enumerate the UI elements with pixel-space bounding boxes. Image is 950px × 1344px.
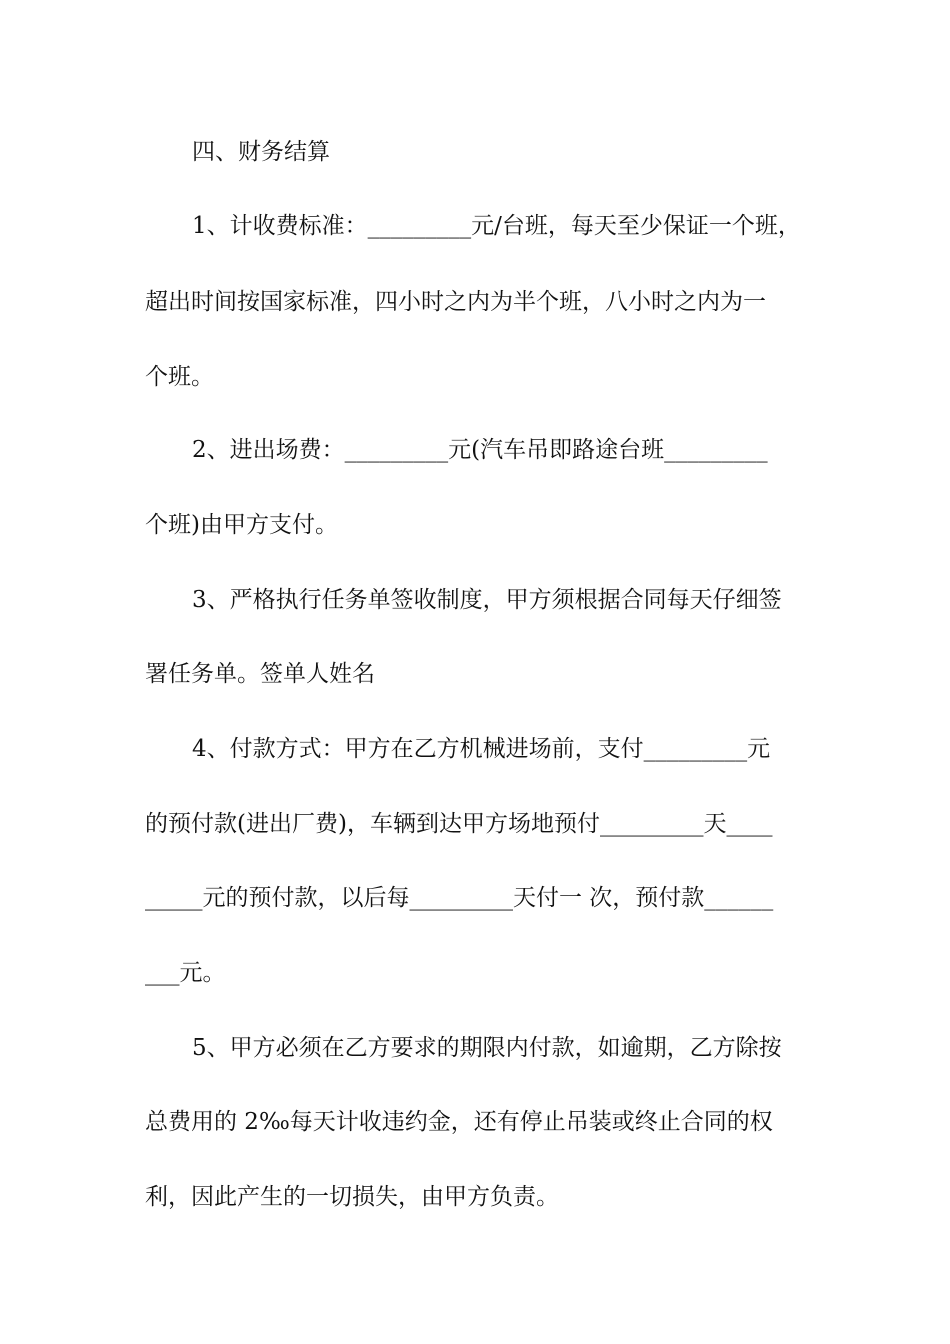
- item-4-line-2: 的预付款(进出厂费)，车辆到达甲方场地预付_________天____: [145, 811, 773, 837]
- item-1-line-3: 个班。: [145, 364, 214, 390]
- item-1-line-2: 超出时间按国家标准，四小时之内为半个班，八小时之内为一: [145, 289, 766, 315]
- item-2-line-2: 个班)由甲方支付。: [145, 512, 338, 538]
- item-5-line-1: 5、甲方必须在乙方要求的期限内付款，如逾期，乙方除按: [192, 1035, 782, 1061]
- section-heading: 四、财务结算: [192, 139, 330, 165]
- item-2-line-1: 2、进出场费：_________元(汽车吊即路途台班_________: [192, 437, 768, 463]
- item-5-line-2: 总费用的 2‰每天计收违约金，还有停止吊装或终止合同的权: [145, 1109, 773, 1135]
- item-3-line-2: 署任务单。签单人姓名: [145, 661, 375, 687]
- item-3-line-1: 3、严格执行任务单签收制度，甲方须根据合同每天仔细签: [192, 587, 782, 613]
- item-4-line-1: 4、付款方式：甲方在乙方机械进场前，支付_________元: [192, 736, 771, 762]
- item-4-line-4: ___元。: [145, 960, 226, 986]
- item-4-line-3: _____元的预付款，以后每_________天付一 次，预付款______: [145, 885, 774, 911]
- item-5-line-3: 利，因此产生的一切损失，由甲方负责。: [145, 1184, 559, 1210]
- item-1-line-1: 1、计收费标准：_________元/台班，每天至少保证一个班，: [192, 213, 801, 239]
